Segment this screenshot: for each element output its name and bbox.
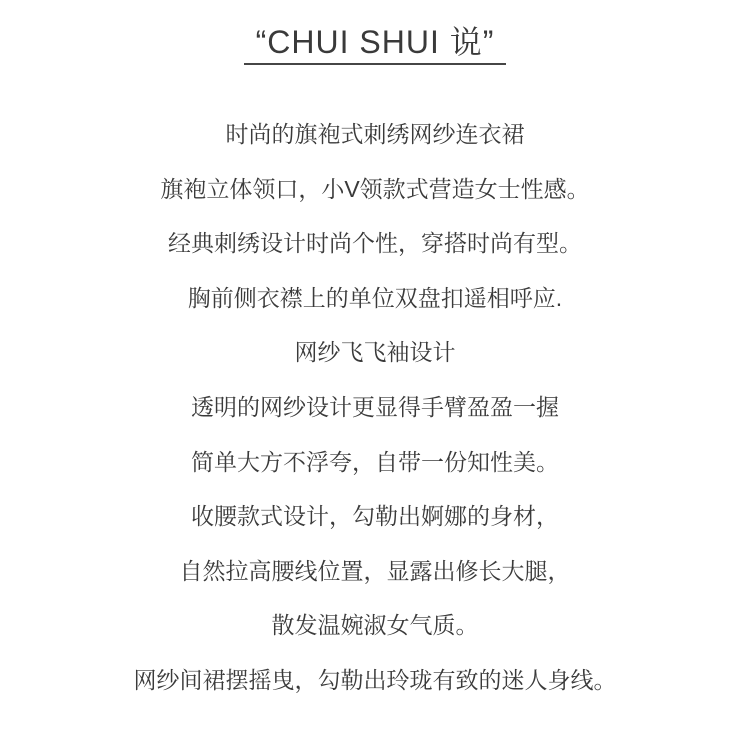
description-line: 透明的网纱设计更显得手臂盈盈一握 [191, 393, 559, 420]
description-line: 胸前侧衣襟上的单位双盘扣遥相呼应. [187, 284, 563, 311]
page-title: “CHUI SHUI 说” [244, 24, 507, 65]
description-line: 网纱间裙摆摇曳，勾勒出玲珑有致的迷人身线。 [133, 666, 617, 693]
description-text-block [0, 107, 750, 708]
description-line: 网纱飞飞袖设计 [294, 339, 456, 366]
description-line: 旗袍立体领口，小V领款式营造女士性感。 [160, 175, 590, 202]
description-line: 经典刺绣设计时尚个性，穿搭时尚有型。 [168, 230, 582, 257]
description-line: 简单大方不浮夸，自带一份知性美。 [191, 448, 559, 475]
description-line: 时尚的旗袍式刺绣网纱连衣裙 [225, 121, 525, 147]
header [0, 0, 750, 65]
description-line: 自然拉高腰线位置，显露出修长大腿， [179, 557, 571, 584]
description-line: 收腰款式设计，勾勒出婀娜的身材， [191, 503, 559, 530]
description-line: 散发温婉淑女气质。 [271, 612, 479, 639]
